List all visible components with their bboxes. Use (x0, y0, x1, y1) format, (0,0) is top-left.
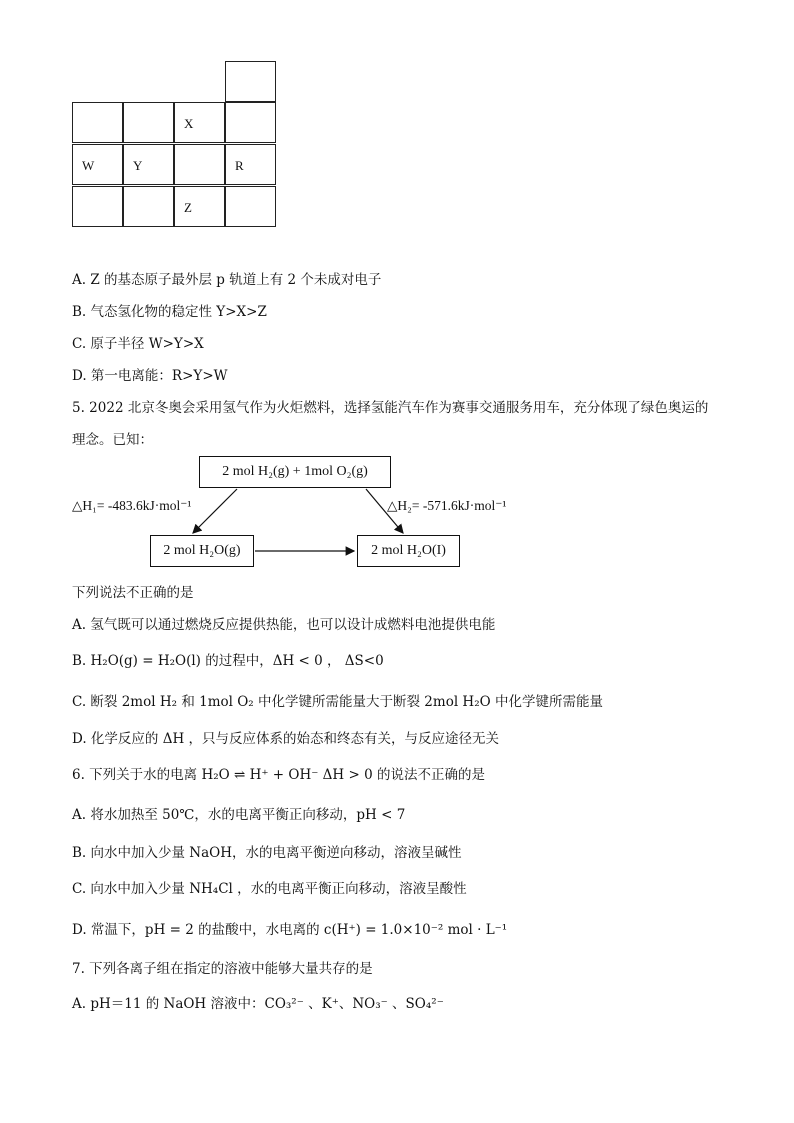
q6-stem: 6. 下列关于水的电离 H₂O ⇌ H⁺ + OH⁻ ΔH > 0 的说法不正确的是 (72, 767, 485, 783)
element-label-x: X (184, 116, 194, 131)
q5-question: 下列说法不正确的是 (72, 585, 194, 601)
box-water-liquid: 2 mol H₂O(I) (357, 535, 460, 567)
q4-option-b: B. 气态氢化物的稳定性 Y>X>Z (72, 304, 267, 320)
arrow-dh1 (193, 489, 237, 533)
q4-option-d: D. 第一电离能：R>Y>W (72, 368, 228, 384)
label-dh1: △H₁= -483.6kJ·mol⁻¹ (72, 498, 192, 513)
q5-option-a: A. 氢气既可以通过燃烧反应提供热能，也可以设计成燃料电池提供电能 (72, 617, 496, 633)
q5-option-b: B. H₂O(g) = H₂O(l) 的过程中，ΔH < 0 ， ΔS<0 (72, 653, 384, 669)
label-dh2: △H₂= -571.6kJ·mol⁻¹ (387, 498, 507, 513)
box-water-gas: 2 mol H₂O(g) (150, 535, 254, 567)
q4-option-c: C. 原子半径 W>Y>X (72, 336, 204, 352)
element-label-z: Z (184, 200, 192, 215)
q4-option-a: A. Z 的基态原子最外层 p 轨道上有 2 个未成对电子 (72, 272, 382, 288)
q5-option-c: C. 断裂 2mol H₂ 和 1mol O₂ 中化学键所需能量大于断裂 2mol H₂O 中化学键所需能量 (72, 694, 603, 710)
q5-stem-line1: 5. 2022 北京冬奥会采用氢气作为火炬燃料，选择氢能汽车作为赛事交通服务用车，充分体现了绿色奥运的 (72, 400, 709, 416)
q6-option-c: C. 向水中加入少量 NH₄Cl ，水的电离平衡正向移动，溶液呈酸性 (72, 881, 467, 897)
q5-stem-line2: 理念。已知： (72, 432, 153, 448)
q6-option-a: A. 将水加热至 50℃，水的电离平衡正向移动，pH < 7 (72, 807, 406, 823)
q6-option-b: B. 向水中加入少量 NaOH，水的电离平衡逆向移动，溶液呈碱性 (72, 845, 462, 861)
q5-option-d: D. 化学反应的 ΔH ，只与反应体系的始态和终态有关，与反应途径无关 (72, 731, 500, 747)
q7-stem: 7. 下列各离子组在指定的溶液中能够大量共存的是 (72, 961, 373, 977)
q6-option-d: D. 常温下，pH = 2 的盐酸中，水电离的 c(H⁺) = 1.0×10⁻² mol · L⁻¹ (72, 922, 508, 938)
box-reactants: 2 mol H₂(g) + 1mol O₂(g) (199, 456, 391, 488)
element-label-w: W (82, 158, 95, 173)
element-label-r: R (235, 158, 244, 173)
q7-option-a: A. pH＝11 的 NaOH 溶液中：CO₃²⁻ 、K⁺、NO₃⁻ 、SO₄²⁻ (72, 996, 444, 1012)
element-label-y: Y (133, 158, 143, 173)
